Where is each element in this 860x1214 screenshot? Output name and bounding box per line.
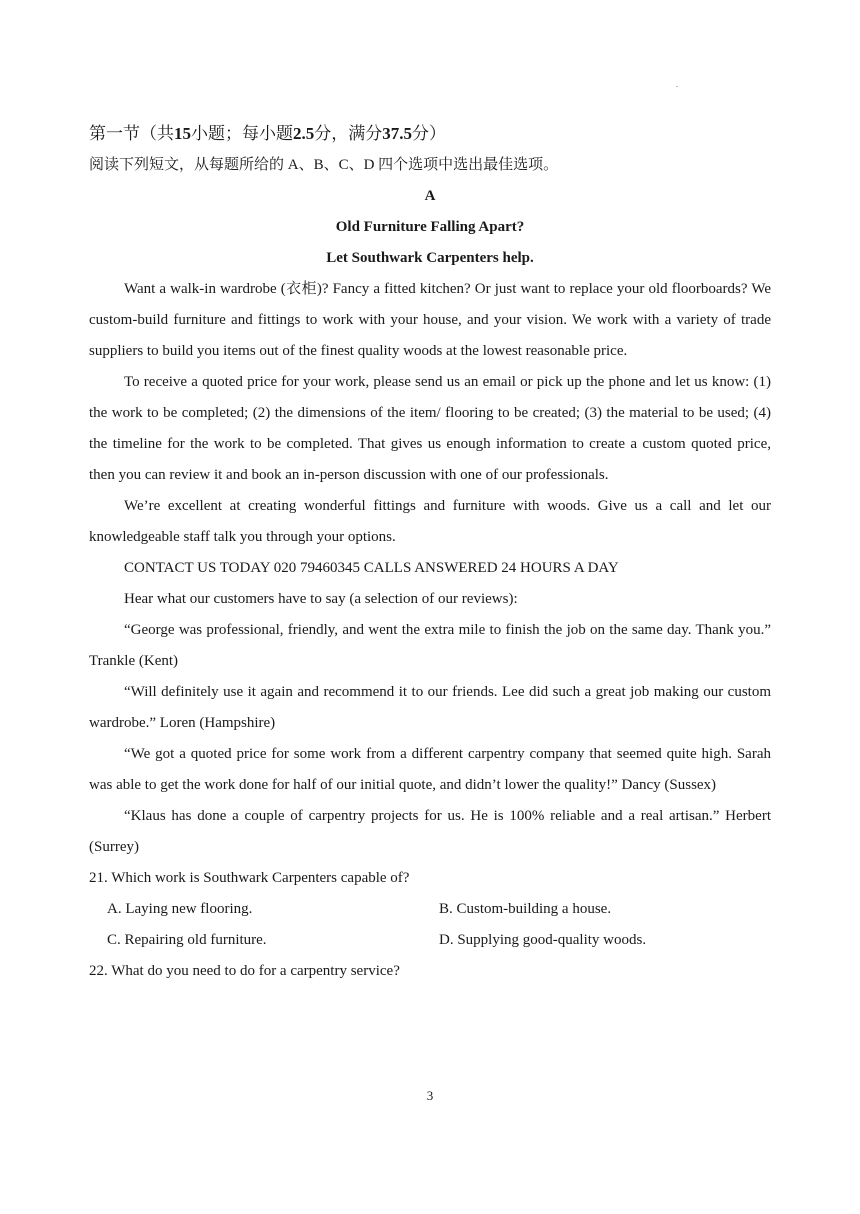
review-item: “Will definitely use it again and recommend it to our friends. Lee did such a great job making our custom wardrobe.” Loren (Hampshire) xyxy=(89,684,771,731)
question-count: 15 xyxy=(174,124,191,143)
paragraph-intro: Want a walk-in wardrobe (衣柜)? Fancy a fitted kitchen? Or just want to replace your old floorboards? We custom-build furniture and fittings to work with your house, and your vision. We work with a variety of trade suppliers to build you items out of the finest quality woods at the lowest reasonable price. xyxy=(89,281,771,359)
option-b: B. Custom-building a house. xyxy=(439,901,612,917)
option-a: A. Laying new flooring. xyxy=(107,901,253,917)
contact-line: CONTACT US TODAY 020 79460345 CALLS ANSWERED 24 HOURS A DAY xyxy=(124,560,619,576)
review-item: “Klaus has done a couple of carpentry projects for us. He is 100% reliable and a real artisan.” Herbert (Surrey) xyxy=(89,808,771,855)
review-item: “George was professional, friendly, and went the extra mile to finish the job on the same day. Thank you.” Trankle (Kent) xyxy=(89,622,771,669)
heading-mid-2: 分，满分 xyxy=(314,124,383,143)
heading-suffix: 分） xyxy=(412,124,446,143)
question-21-options xyxy=(89,894,771,956)
passage-title: Old Furniture Falling Apart? xyxy=(335,219,525,235)
page-number: 3 xyxy=(426,1088,434,1103)
instructions: 阅读下列短文，从每题所给的 A、B、C、D 四个选项中选出最佳选项。 xyxy=(89,157,559,173)
points-each: 2.5 xyxy=(293,124,315,143)
scan-speck xyxy=(676,86,678,87)
passage-subtitle: Let Southwark Carpenters help. xyxy=(326,250,534,266)
points-total: 37.5 xyxy=(382,124,412,143)
heading-mid-1: 小题；每小题 xyxy=(191,124,293,143)
option-d: D. Supplying good-quality woods. xyxy=(439,932,647,948)
paragraph-call-us: We’re excellent at creating wonderful fittings and furniture with woods. Give us a call and let our knowledgeable staff talk you through your options. xyxy=(89,498,771,545)
question-22-stem: 22. What do you need to do for a carpentry service? xyxy=(89,963,400,979)
passage-label: A xyxy=(424,188,436,204)
option-c: C. Repairing old furniture. xyxy=(107,932,267,948)
section-heading xyxy=(89,118,771,150)
heading-prefix: 第一节（共 xyxy=(89,124,174,143)
question-21-stem: 21. Which work is Southwark Carpenters capable of? xyxy=(89,870,410,886)
review-item: “We got a quoted price for some work from a different carpentry company that seemed quite high. Sarah was able to get the work done for half of our initial quote, and didn’t lower the quality!” Dancy (Sussex) xyxy=(89,746,771,793)
paragraph-quote-process: To receive a quoted price for your work, please send us an email or pick up the phone and let us know: (1) the work to be completed; (2) the dimensions of the item/ flooring to be created; (3) the material to be used; (4) the timeline for the work to be completed. That gives us enough information to create a custom quoted price, then you can review it and book an in-person discussion with one of our professionals. xyxy=(89,374,771,483)
reviews-intro: Hear what our customers have to say (a selection of our reviews): xyxy=(124,591,518,607)
page-content xyxy=(89,118,771,987)
